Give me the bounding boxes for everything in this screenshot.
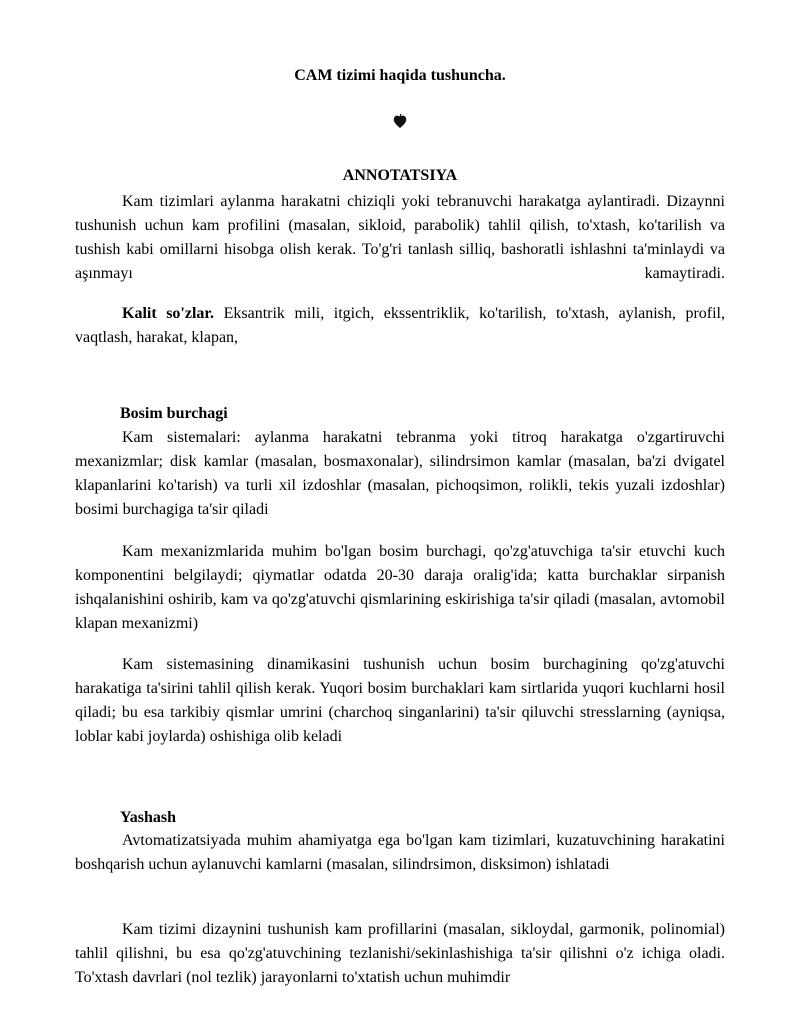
annotation-heading: ANNOTATSIYA bbox=[342, 167, 458, 184]
section1-text-3: Kam sistemasining dinamikasini tushunish uchun bosim burchagining qo'zg'atuvchi harakatiga ta'sirini tahlil qilish kerak. Yuqori bosim burchaklari kam sirtlarida yuqori kuchlarni hosil qiladi; bu esa tarkibiy qismlar umrini (charchoq singanlarini) ta'sir qiluvchi stresslarning (ayniqsa, loblar kabi joylarda) oshishiga olib keladi bbox=[75, 656, 725, 745]
keywords-text: Eksantrik mili, itgich, ekssentriklik, ko'tarilish, to'xtash, aylanish, profil, vaqtlash, harakat, klapan, bbox=[75, 305, 726, 346]
section1-paragraph-2 bbox=[75, 540, 725, 636]
section-heading-yashash: Yashash bbox=[120, 809, 177, 826]
section1-paragraph-3 bbox=[75, 653, 725, 749]
section2-paragraph-1 bbox=[75, 829, 725, 877]
section1-text-2: Kam mexanizmlarida muhim bo'lgan bosim burchagi, qo'zg'atuvchiga ta'sir etuvchi kuch komponentini belgilaydi; qiymatlar odatda 20-30 daraja oralig'ida; katta burchaklar sirpanish ishqalanishini oshirib, kam va qo'zg'atuvchi qismlarining eskirishiga ta'sir qiladi (masalan, avtomobil klapan mexanizmi) bbox=[75, 543, 725, 632]
section2-text-1: Avtomatizatsiyada muhim ahamiyatga ega bo'lgan kam tizimlari, kuzatuvchining harakatini boshqarish uchun aylanuvchi kamlarni (masalan, silindrsimon, disksimon) ishlatadi bbox=[75, 832, 725, 873]
heart-mark-icon bbox=[393, 113, 407, 129]
annotation-paragraph bbox=[75, 190, 725, 286]
section1-paragraph-1 bbox=[75, 426, 725, 522]
document-title: CAM tizimi haqida tushuncha. bbox=[294, 67, 506, 84]
section-heading-pressure-angle: Bosim burchagi bbox=[120, 405, 228, 422]
annotation-text: Kam tizimlari aylanma harakatni chiziqli yoki tebranuvchi harakatga aylantiradi. Dizaynni tushunish uchun kam profilini (masalan, sikloid, parabolik) tahlil qilish, to'xtash, ko'tarilish va tushish kabi omillarni hisobga olish kerak. To'g'ri tanlash silliq, bashoratli ishlashni ta'minlaydi va aşınmayı kamaytiradi. bbox=[75, 193, 725, 282]
section1-text-1: Kam sistemalari: aylanma harakatni tebranma yoki titroq harakatga o'zgartiruvchi mexanizmlar; disk kamlar (masalan, bosmaxonalar), silindrsimon kamlar (masalan, ba'zi dvigatel klapanlarini ko'tarish) va turli xil izdoshlar (masalan, pichoqsimon, rolikli, tekis yuzali izdoshlar) bosimi burchagiga ta'sir qiladi bbox=[75, 429, 725, 518]
keywords-label: Kalit so'zlar. bbox=[122, 305, 215, 322]
keywords-paragraph bbox=[75, 302, 725, 350]
section2-text-2: Kam tizimi dizaynini tushunish kam profillarini (masalan, sikloydal, garmonik, polinomial) tahlil qilishni, bu esa qo'zg'atuvchining tezlanishi/sekinlashishiga ta'sir qilishni o'z ichiga oladi. To'xtash davrlari (nol tezlik) jarayonlarni to'xtatish uchun muhimdir bbox=[75, 921, 725, 986]
section2-paragraph-2 bbox=[75, 918, 725, 990]
